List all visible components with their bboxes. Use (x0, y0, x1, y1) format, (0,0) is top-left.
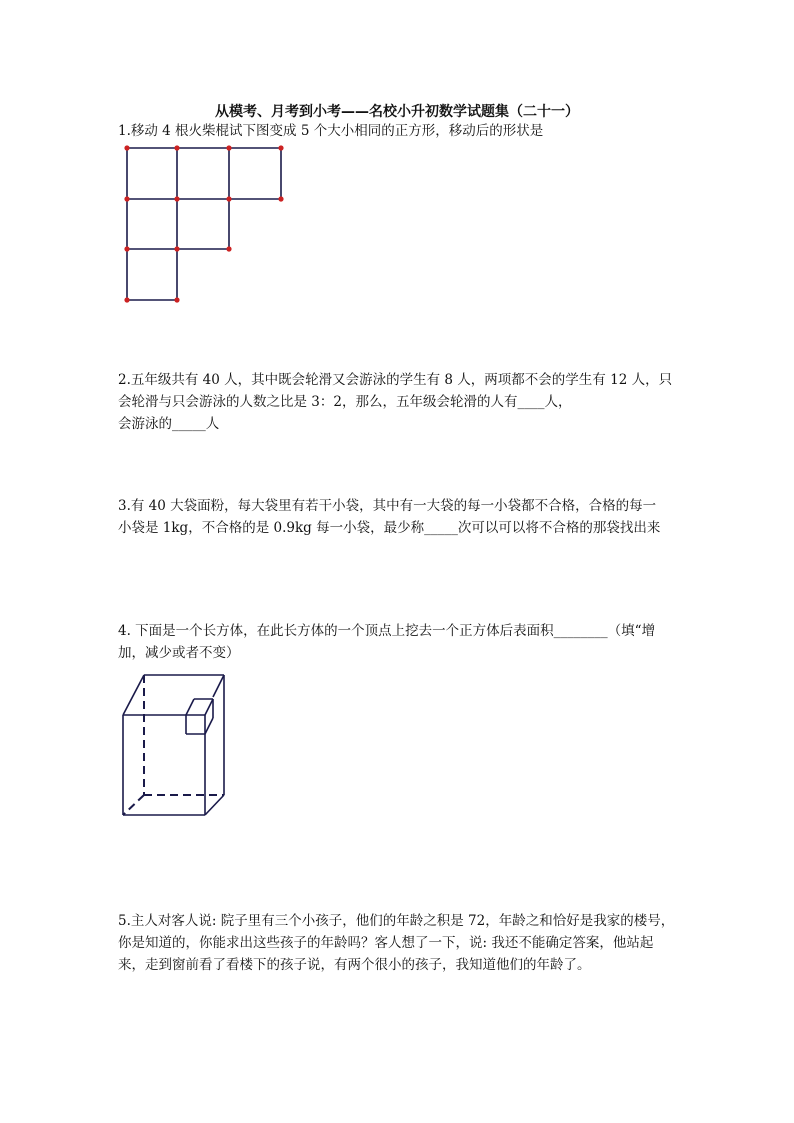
question-3 (118, 495, 678, 539)
question-2-line-3: 会游泳的_____人 (118, 416, 220, 432)
matchstick-lines (127, 148, 281, 300)
question-4-line-2: 加，减少或者不变） (118, 645, 240, 661)
matchstick-dots (124, 145, 283, 302)
question-1 (118, 120, 678, 142)
question-5-line-1: 5.主人对客人说: 院子里有三个小孩子，他们的年龄之积是 72，年龄之和恰好是我家的楼号， (118, 913, 675, 929)
question-5 (118, 910, 678, 976)
question-3-line-2: 小袋是 1kg，不合格的是 0.9kg 每一小袋，最少称_____次可以可以将不合格的那袋找出来 (118, 520, 661, 536)
question-2 (118, 369, 678, 435)
page-title: 从模考、月考到小考——名校小升初数学试题集（二十一） (215, 104, 579, 120)
question-2-line-2: 会轮滑与只会游泳的人数之比是 3：2，那么，五年级会轮滑的人有____人， (118, 394, 572, 410)
cuboid-hidden-edges (123, 675, 224, 815)
question-1-line-1: 1.移动 4 根火柴棍试下图变成 5 个大小相同的正方形，移动后的形状是 (118, 123, 544, 139)
question-4 (118, 620, 678, 664)
question-5-line-3: 来，走到窗前看了看楼下的孩子说，有两个很小的孩子，我知道他们的年龄了。 (118, 957, 591, 973)
cuboid-figure (123, 675, 224, 815)
question-3-line-1: 3.有 40 大袋面粉，每大袋里有若干小袋，其中有一大袋的每一小袋都不合格，合格的每一 (118, 498, 657, 514)
question-4-line-1: 4. 下面是一个长方体，在此长方体的一个顶点上挖去一个正方体后表面积________（填“增 (118, 623, 656, 639)
question-5-line-2: 你是知道的，你能求出这些孩子的年龄吗？客人想了一下，说: 我还不能确定答案，他站起 (118, 935, 654, 951)
question-2-line-1: 2.五年级共有 40 人，其中既会轮滑又会游泳的学生有 8 人，两项都不会的学生有 12 人，只 (118, 372, 673, 388)
